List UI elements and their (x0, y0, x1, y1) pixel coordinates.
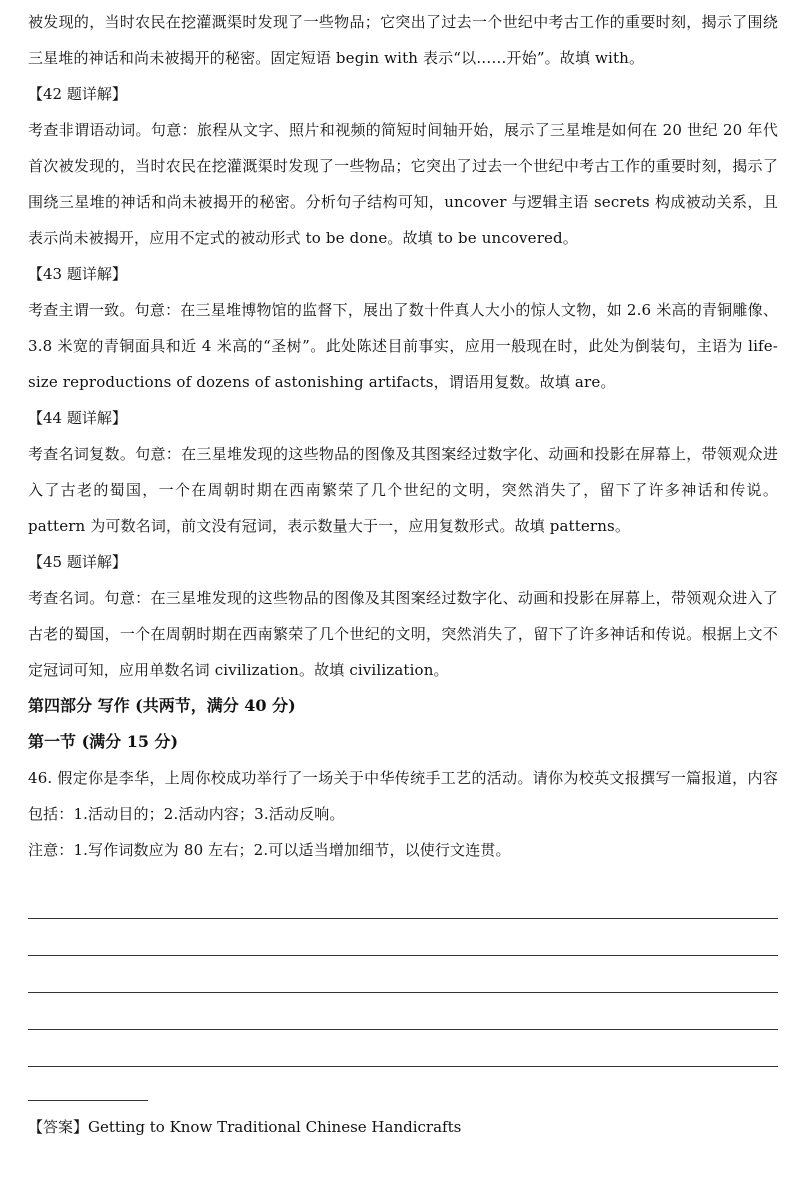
answer-text: 【答案】Getting to Know Traditional Chinese Handicrafts (28, 1118, 462, 1136)
writing-line[interactable] (28, 919, 778, 956)
q46-prompt: 46. 假定你是李华，上周你校成功举行了一场关于中华传统手工艺的活动。请你为校英文报撰写一篇报道，内容包括：1.活动目的；2.活动内容；3.活动反响。 (28, 769, 778, 823)
q45-header: 【45 题详解】 (28, 553, 127, 571)
part4-title: 第四部分 写作 (共两节，满分 40 分) (28, 696, 296, 715)
writing-line[interactable] (28, 882, 778, 919)
q46-note: 注意：1.写作词数应为 80 左右；2.可以适当增加细节，以使行文连贯。 (28, 841, 511, 859)
q43-header: 【43 题详解】 (28, 265, 127, 283)
writing-line[interactable] (28, 956, 778, 993)
section1-title: 第一节 (满分 15 分) (28, 732, 179, 751)
writing-line[interactable] (28, 1030, 778, 1067)
answer-divider (28, 1100, 148, 1101)
q42-explanation: 考查非谓语动词。句意：旅程从文字、照片和视频的简短时间轴开始，展示了三星堆是如何在 20 世纪 20 年代首次被发现的，当时农民在挖灌溉渠时发现了一些物品；它突出了过去一个世纪中考古工作的重要时刻，揭示了围绕三星堆的神话和尚未被揭开的秘密。分析句子结构可知，uncover 与逻辑主语 secrets 构成被动关系，且表示尚未被揭开，应用不定式的被动形式 to be done。故填 to be uncovered。 (28, 121, 778, 247)
q41-explanation-continuation: 被发现的，当时农民在挖灌溉渠时发现了一些物品；它突出了过去一个世纪中考古工作的重要时刻，揭示了围绕三星堆的神话和尚未被揭开的秘密。固定短语 begin with 表示“以……开始”。故填 with。 (28, 13, 778, 67)
q44-explanation: 考查名词复数。句意：在三星堆发现的这些物品的图像及其图案经过数字化、动画和投影在屏幕上，带领观众进入了古老的蜀国，一个在周朝时期在西南繁荣了几个世纪的文明，突然消失了，留下了许多神话和传说。pattern 为可数名词，前文没有冠词，表示数量大于一，应用复数形式。故填 patterns。 (28, 445, 778, 535)
q45-explanation: 考查名词。句意：在三星堆发现的这些物品的图像及其图案经过数字化、动画和投影在屏幕上，带领观众进入了古老的蜀国，一个在周朝时期在西南繁荣了几个世纪的文明，突然消失了，留下了许多神话和传说。根据上文不定冠词可知，应用单数名词 civilization。故填 civilization。 (28, 589, 778, 679)
q42-header: 【42 题详解】 (28, 85, 127, 103)
q43-explanation: 考查主谓一致。句意：在三星堆博物馆的监督下，展出了数十件真人大小的惊人文物，如 2.6 米高的青铜雕像、3.8 米宽的青铜面具和近 4 米高的“圣树”。此处陈述目前事实，应用一般现在时，此处为倒装句，主语为 life-size reproductions of dozens of astonishing artifacts，谓语用复数。故填 are。 (28, 301, 778, 391)
writing-line[interactable] (28, 993, 778, 1030)
document-page (28, 0, 778, 1067)
writing-lines (28, 882, 778, 1067)
q44-header: 【44 题详解】 (28, 409, 127, 427)
